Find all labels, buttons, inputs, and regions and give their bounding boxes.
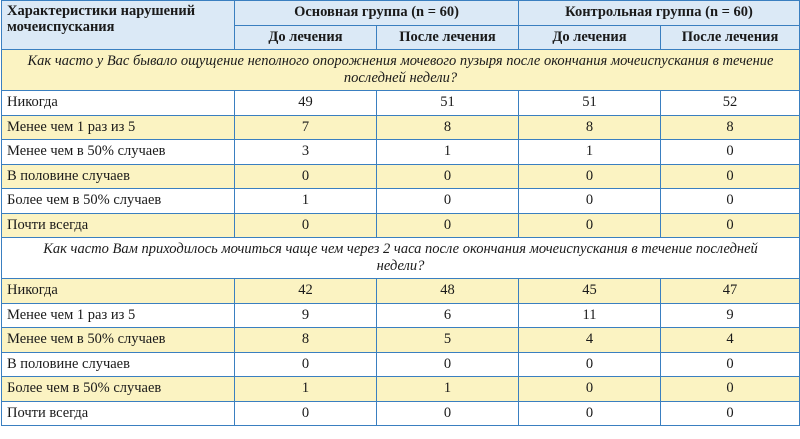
cell-main-before: 0: [235, 213, 377, 238]
cell-control-before: 0: [519, 401, 661, 426]
row-label: Менее чем в 50% случаев: [2, 140, 235, 165]
table-row: [2, 328, 800, 353]
cell-main-before: 0: [235, 164, 377, 189]
cell-control-before: 45: [519, 279, 661, 304]
cell-main-before: 49: [235, 91, 377, 116]
cell-main-after: 0: [377, 213, 519, 238]
table-row: [2, 140, 800, 165]
question-row: [2, 50, 800, 91]
row-label: Никогда: [2, 279, 235, 304]
cell-control-after: 0: [661, 164, 800, 189]
cell-control-after: 4: [661, 328, 800, 353]
row-label: Более чем в 50% случаев: [2, 377, 235, 402]
row-label: В половине случаев: [2, 352, 235, 377]
cell-main-after: 1: [377, 377, 519, 402]
cell-control-after: 0: [661, 140, 800, 165]
question-row: [2, 238, 800, 279]
table-row: [2, 352, 800, 377]
cell-main-after: 0: [377, 352, 519, 377]
cell-control-before: 51: [519, 91, 661, 116]
cell-main-before: 0: [235, 352, 377, 377]
cell-control-before: 0: [519, 377, 661, 402]
cell-control-before: 0: [519, 164, 661, 189]
cell-control-before: 11: [519, 303, 661, 328]
row-label: В половине случаев: [2, 164, 235, 189]
cell-main-before: 42: [235, 279, 377, 304]
table-row: [2, 213, 800, 238]
cell-control-after: 9: [661, 303, 800, 328]
table-row: [2, 401, 800, 426]
cell-control-after: 0: [661, 352, 800, 377]
cell-main-after: 6: [377, 303, 519, 328]
row-label: Менее чем 1 раз из 5: [2, 115, 235, 140]
cell-control-after: 0: [661, 401, 800, 426]
cell-main-before: 3: [235, 140, 377, 165]
table-row: [2, 164, 800, 189]
cell-main-before: 1: [235, 377, 377, 402]
cell-control-before: 0: [519, 189, 661, 214]
table-row: [2, 189, 800, 214]
cell-control-before: 0: [519, 213, 661, 238]
cell-control-after: 0: [661, 213, 800, 238]
cell-main-before: 1: [235, 189, 377, 214]
table-row: [2, 91, 800, 116]
cell-control-after: 47: [661, 279, 800, 304]
cell-control-before: 8: [519, 115, 661, 140]
control-after-header: После лечения: [661, 25, 800, 50]
cell-main-after: 48: [377, 279, 519, 304]
cell-control-after: 0: [661, 377, 800, 402]
cell-control-after: 52: [661, 91, 800, 116]
cell-main-after: 8: [377, 115, 519, 140]
main-after-header: После лечения: [377, 25, 519, 50]
question-text: Как часто Вам приходилось мочиться чаще чем через 2 часа после окончания мочеиспускания в течение последней недели?: [2, 238, 800, 279]
cell-main-after: 5: [377, 328, 519, 353]
cell-control-after: 8: [661, 115, 800, 140]
table-row: [2, 377, 800, 402]
cell-main-before: 0: [235, 401, 377, 426]
control-group-header: Контрольная группа (n = 60): [519, 1, 800, 26]
cell-main-after: 0: [377, 401, 519, 426]
table-row: [2, 279, 800, 304]
main-before-header: До лечения: [235, 25, 377, 50]
cell-control-before: 1: [519, 140, 661, 165]
row-label: Менее чем в 50% случаев: [2, 328, 235, 353]
cell-main-after: 0: [377, 189, 519, 214]
cell-main-before: 8: [235, 328, 377, 353]
main-group-header: Основная группа (n = 60): [235, 1, 519, 26]
cell-main-before: 7: [235, 115, 377, 140]
row-label: Менее чем 1 раз из 5: [2, 303, 235, 328]
cell-main-after: 51: [377, 91, 519, 116]
control-before-header: До лечения: [519, 25, 661, 50]
table-row: [2, 115, 800, 140]
row-label: Никогда: [2, 91, 235, 116]
row-label: Почти всегда: [2, 401, 235, 426]
results-table: [1, 0, 800, 426]
cell-main-after: 0: [377, 164, 519, 189]
cell-control-before: 0: [519, 352, 661, 377]
cell-main-before: 9: [235, 303, 377, 328]
characteristic-header: Характеристики нарушений мочеиспускания: [2, 1, 235, 50]
header-row: [2, 1, 800, 26]
cell-control-after: 0: [661, 189, 800, 214]
row-label: Более чем в 50% случаев: [2, 189, 235, 214]
question-text: Как часто у Вас бывало ощущение неполного опорожнения мочевого пузыря после окончания мочеиспускания в течение последней недели?: [2, 50, 800, 91]
cell-main-after: 1: [377, 140, 519, 165]
row-label: Почти всегда: [2, 213, 235, 238]
cell-control-before: 4: [519, 328, 661, 353]
table-row: [2, 303, 800, 328]
